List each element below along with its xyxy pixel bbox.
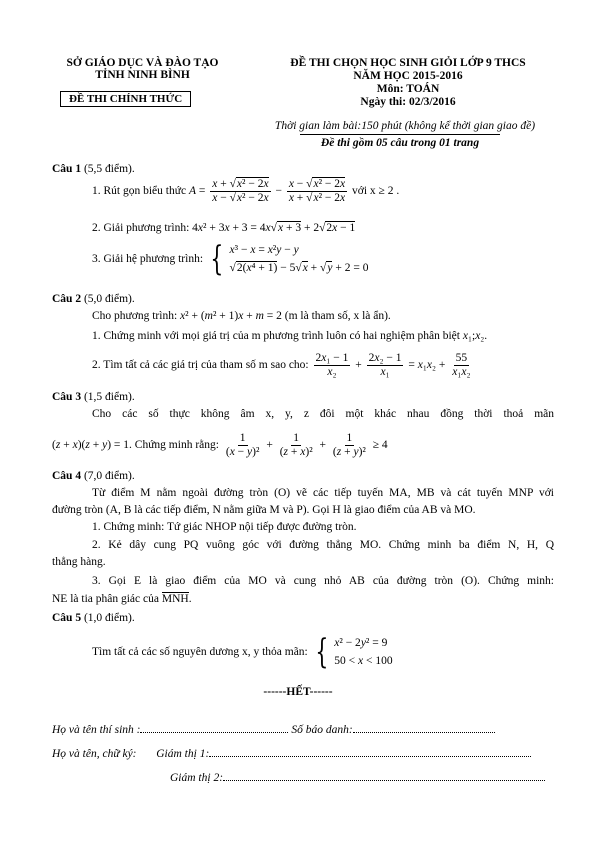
angle-mnh: MNH [161, 593, 189, 605]
exam-title: ĐỀ THI CHỌN HỌC SINH GIỎI LỚP 9 THCS [290, 57, 526, 69]
page-note: Đề thi gồm 05 câu trong 01 trang [300, 134, 500, 149]
fraction-2: $\frac{\text{x − √x² − 2x}}{\text{x + √x² − 2x}}$ [288, 178, 346, 204]
question-2-intro: Cho phương trình: x² + (m² + 1)x + m = 2 (m là tham số, x là ẩn). [92, 310, 391, 322]
equation-system-2: { x² − 2y² = 9 50 < x < 100 [314, 632, 393, 672]
proctor-2-field [223, 770, 545, 781]
footer-proctor-row-1: Họ và tên, chữ ký: Giám thị 1: [52, 746, 531, 760]
equation-system-1: { x³ − x = x²y − y √2(x⁴ + 1) − 5√x + √y + 2 = 0 [210, 239, 369, 279]
department-name: SỞ GIÁO DỤC VÀ ĐÀO TẠO TỈNH NINH BÌNH [66, 57, 219, 81]
subject: Môn: TOÁN [376, 83, 440, 95]
candidate-number-field [353, 722, 495, 733]
question-2-part-1: 1. Chứng minh với mọi giá trị của m phương trình luôn có hai nghiệm phân biệt x₁;x₂. [92, 330, 488, 342]
question-4-part-3: 3. Gọi E là giao điểm của MO và cung nhỏ AB của đường tròn (O). Chứng minh: [92, 575, 554, 587]
footer-candidate-row: Họ và tên thí sinh : Số báo danh: [52, 722, 495, 736]
official-exam-badge: ĐỀ THI CHÍNH THỨC [60, 91, 191, 107]
question-1-heading: Câu 1 (5,5 điểm). [52, 163, 135, 175]
exam-heading [258, 57, 558, 109]
question-2-part-2: 2. Tìm tất cả các giá trị của tham số m sao cho: $\frac{\text{2x₁ − 1}}{\text{x₂}}$ + $\frac{\text{2x₂ − 1}}{\text{x₁}}$ = x₁x₂ + $\frac{55}{\text{x₁x₂}}$ [92, 352, 471, 378]
time-note: Thời gian làm bài:150 phút (không kể thời gian giao đề) [274, 120, 536, 132]
exam-date: Ngày thi: 02/3/2016 [360, 96, 456, 108]
question-2-heading: Câu 2 (5,0 điểm). [52, 293, 135, 305]
question-4-line-2: đường tròn (A, B là các tiếp điểm, N nằm giữa M và P). Gọi H là giao điểm của AB và MO. [52, 504, 476, 516]
question-3-heading: Câu 3 (1,5 điểm). [52, 391, 135, 403]
question-5-heading: Câu 5 (1,0 điểm). [52, 612, 135, 624]
question-4-part-2-cont: thẳng hàng. [52, 556, 106, 568]
question-4-part-1: 1. Chứng minh: Tứ giác NHOP nội tiếp được đường tròn. [92, 521, 357, 533]
question-4-line-1: Từ điểm M nằm ngoài đường tròn (O) vẽ các tiếp tuyến MA, MB và cát tuyến MNP với [92, 487, 554, 499]
end-mark: ------HẾT------ [263, 686, 333, 698]
question-5-statement: Tìm tất cả các số nguyên dương x, y thỏa mãn: { x² − 2y² = 9 50 < x < 100 [92, 632, 393, 672]
question-3-line-2: (z + x)(z + y) = 1. Chứng minh rằng: $\frac{1}{\text{(x − y)²}}$ + $\frac{1}{\text{(z + x)²}}$ + $\frac{1}{\text{(z + y)²}}$ ≥ 4 [52, 432, 388, 458]
question-1-part-1: 1. Rút gọn biểu thức A = $\frac{\text{x + √x² − 2x}}{\text{x − √x² − 2x}}$ − $\frac{\text{x − √x² − 2x}}{\text{x + √x² − 2x}}$ với x ≥ 2 . [92, 178, 400, 204]
question-4-part-2: 2. Kẻ dây cung PQ vuông góc với đường thẳng MO. Chứng minh ba điểm N, H, Q [92, 539, 554, 551]
question-3-line-1: Cho các số thực không âm x, y, z đôi một khác nhau đồng thời thoả mãn [92, 408, 554, 420]
footer-proctor-row-2: Giám thị 2: [170, 770, 545, 784]
candidate-name-field [140, 722, 288, 733]
fraction-1: $\frac{\text{x + √x² − 2x}}{\text{x − √x² − 2x}}$ [212, 178, 269, 204]
proctor-1-field [209, 746, 531, 757]
question-1-part-3: 3. Giải hệ phương trình: { x³ − x = x²y − y √2(x⁴ + 1) − 5√x + √y + 2 = 0 [92, 239, 369, 279]
school-year: NĂM HỌC 2015-2016 [353, 70, 463, 82]
question-4-part-3-cont: NE là tia phân giác của MNH. [52, 593, 192, 605]
question-1-part-2: 2. Giải phương trình: 4x² + 3x + 3 = 4x√x + 3 + 2√2x − 1 [92, 222, 356, 234]
question-4-heading: Câu 4 (7,0 điểm). [52, 470, 135, 482]
